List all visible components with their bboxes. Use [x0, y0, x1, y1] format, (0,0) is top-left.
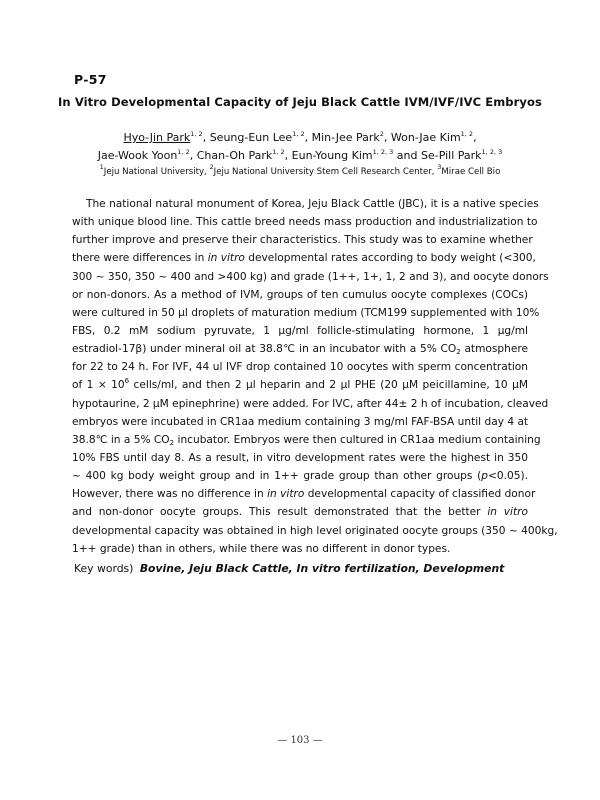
affiliations: $^1$Jeju National University, $^2$Jeju National University Stem Cell Research Center, $^3$Mirae Cell Bio — [99, 163, 501, 177]
author-superscript: 1, 2 — [177, 148, 190, 156]
abstract-line: further improve and preserve their characteristics. This study was to examine whether — [72, 234, 533, 247]
affiliation-3: Mirae Cell Bio — [441, 167, 501, 177]
abstract-line: there were differences in in vitro developmental rates according to body weight (<300, — [72, 252, 536, 265]
affiliation-1: Jeju National University, — [103, 167, 207, 177]
author-superscript: 1, 2 — [292, 130, 305, 138]
abstract-line: 10% FBS until day 8. As a result, in vitro development rates were the highest in 350 — [72, 451, 528, 464]
author-superscript: 1, 2 — [272, 148, 285, 156]
abstract-line: and non-donor oocyte groups. This result demonstrated that the better in vitro — [72, 506, 528, 519]
author-name: Seung-Eun Lee — [209, 131, 293, 144]
abstract-line: or non-donors. As a method of IVM, groups of ten cumulus oocyte complexes (COCs) — [72, 288, 528, 301]
abstract-line: 38.8℃ in a 5% $CO_2$ incubator. Embryos were then cultured in CR1aa medium containing — [72, 433, 541, 447]
keywords-value: Bovine, Jeju Black Cattle, In vitro fertilization, Development — [139, 562, 505, 575]
author-superscript: 1, 2, 3 — [372, 148, 394, 156]
abstract-line: FBS, 0.2 mM sodium pyruvate, 1 μg/ml follicle-stimulating hormone, 1 μg/ml — [72, 324, 528, 337]
abstract-line: developmental capacity was obtained in high level originated oocyte groups (350 ~ 400kg, — [72, 524, 558, 537]
abstract-line: were cultured in 50 μl droplets of maturation medium (TCM199 supplemented with 10% — [72, 306, 540, 319]
abstract-line: ~ 400 kg body weight group and in 1++ grade group than other groups (p<0.05). — [72, 470, 528, 483]
abstract-line: hypotaurine, 2 μM epinephrine) were added. For IVC, after 44± 2 h of incubation, cleaved — [72, 397, 549, 410]
paper-title: In Vitro Developmental Capacity of Jeju Black Cattle IVM/IVF/IVC Embryos — [58, 95, 542, 109]
author-name: Min-Jee Park — [311, 131, 380, 144]
abstract-line: 300 ~ 350, 350 ~ 400 and >400 kg) and grade (1++, 1+, 1, 2 and 3), and oocyte donors — [72, 270, 549, 283]
keywords-label: Key words) — [74, 562, 134, 575]
author-superscript: 1, 2 — [190, 130, 203, 138]
affiliation-2: Jeju National University Stem Cell Research Center, — [213, 167, 435, 177]
author-first: Hyo-Jin Park — [123, 131, 191, 144]
author-conjunction: and — [396, 149, 418, 162]
author-name: Won-Jae Kim — [390, 131, 461, 144]
author-superscript: 2 — [379, 130, 384, 138]
abstract-body — [72, 195, 558, 558]
abstract-code: P-57 — [74, 72, 107, 87]
author-name: Jae-Wook Yoon — [97, 149, 178, 162]
author-list: Hyo-Jin Park$^{1, 2}$, Seung-Eun Lee$^{1, 2}$, Min-Jee Park$^2$, Won-Jae Kim$^{1, 2}$, Jae-Wook Yoon$^{1, 2}$, Chan-Oh Park$^{1, 2}$, Eun-Young Kim$^{1, 2, 3}$ and Se-Pill Park$^{1, 2, 3}$ — [97, 130, 503, 162]
abstract-line: with unique blood line. This cattle breed needs mass production and industrialization to — [72, 216, 538, 229]
abstract-line: 1++ grade) than in others, while there was no different in donor types. — [72, 542, 451, 555]
author-superscript: 1, 2, 3 — [481, 148, 503, 156]
abstract-line: However, there was no difference in in vitro developmental capacity of classified donor — [72, 488, 536, 501]
author-name: Eun-Young Kim — [291, 149, 373, 162]
author-name: Se-Pill Park — [420, 149, 482, 162]
abstract-line: embryos were incubated in CR1aa medium containing 3 mg/ml FAF-BSA until day 4 at — [72, 415, 529, 428]
page-number: — 103 — — [277, 735, 323, 746]
keywords — [74, 562, 504, 575]
abstract-line: of $1 \times 10^6$ cells/ml, and then 2 μl heparin and 2 μl PHE (20 μM peicillamine, 10 μM — [72, 377, 528, 392]
abstract-line: estradiol-17β) under mineral oil at 38.8℃ in an incubator with a 5% $CO_2$ atmosphere — [72, 343, 528, 357]
abstract-line: for 22 to 24 h. For IVF, 44 ul IVF drop contained 10 oocytes with sperm concentration — [72, 361, 528, 374]
abstract-line: The national natural monument of Korea, Jeju Black Cattle (JBC), it is a native species — [86, 198, 539, 210]
author-superscript: 1, 2 — [460, 130, 474, 138]
author-name: Chan-Oh Park — [196, 149, 273, 162]
